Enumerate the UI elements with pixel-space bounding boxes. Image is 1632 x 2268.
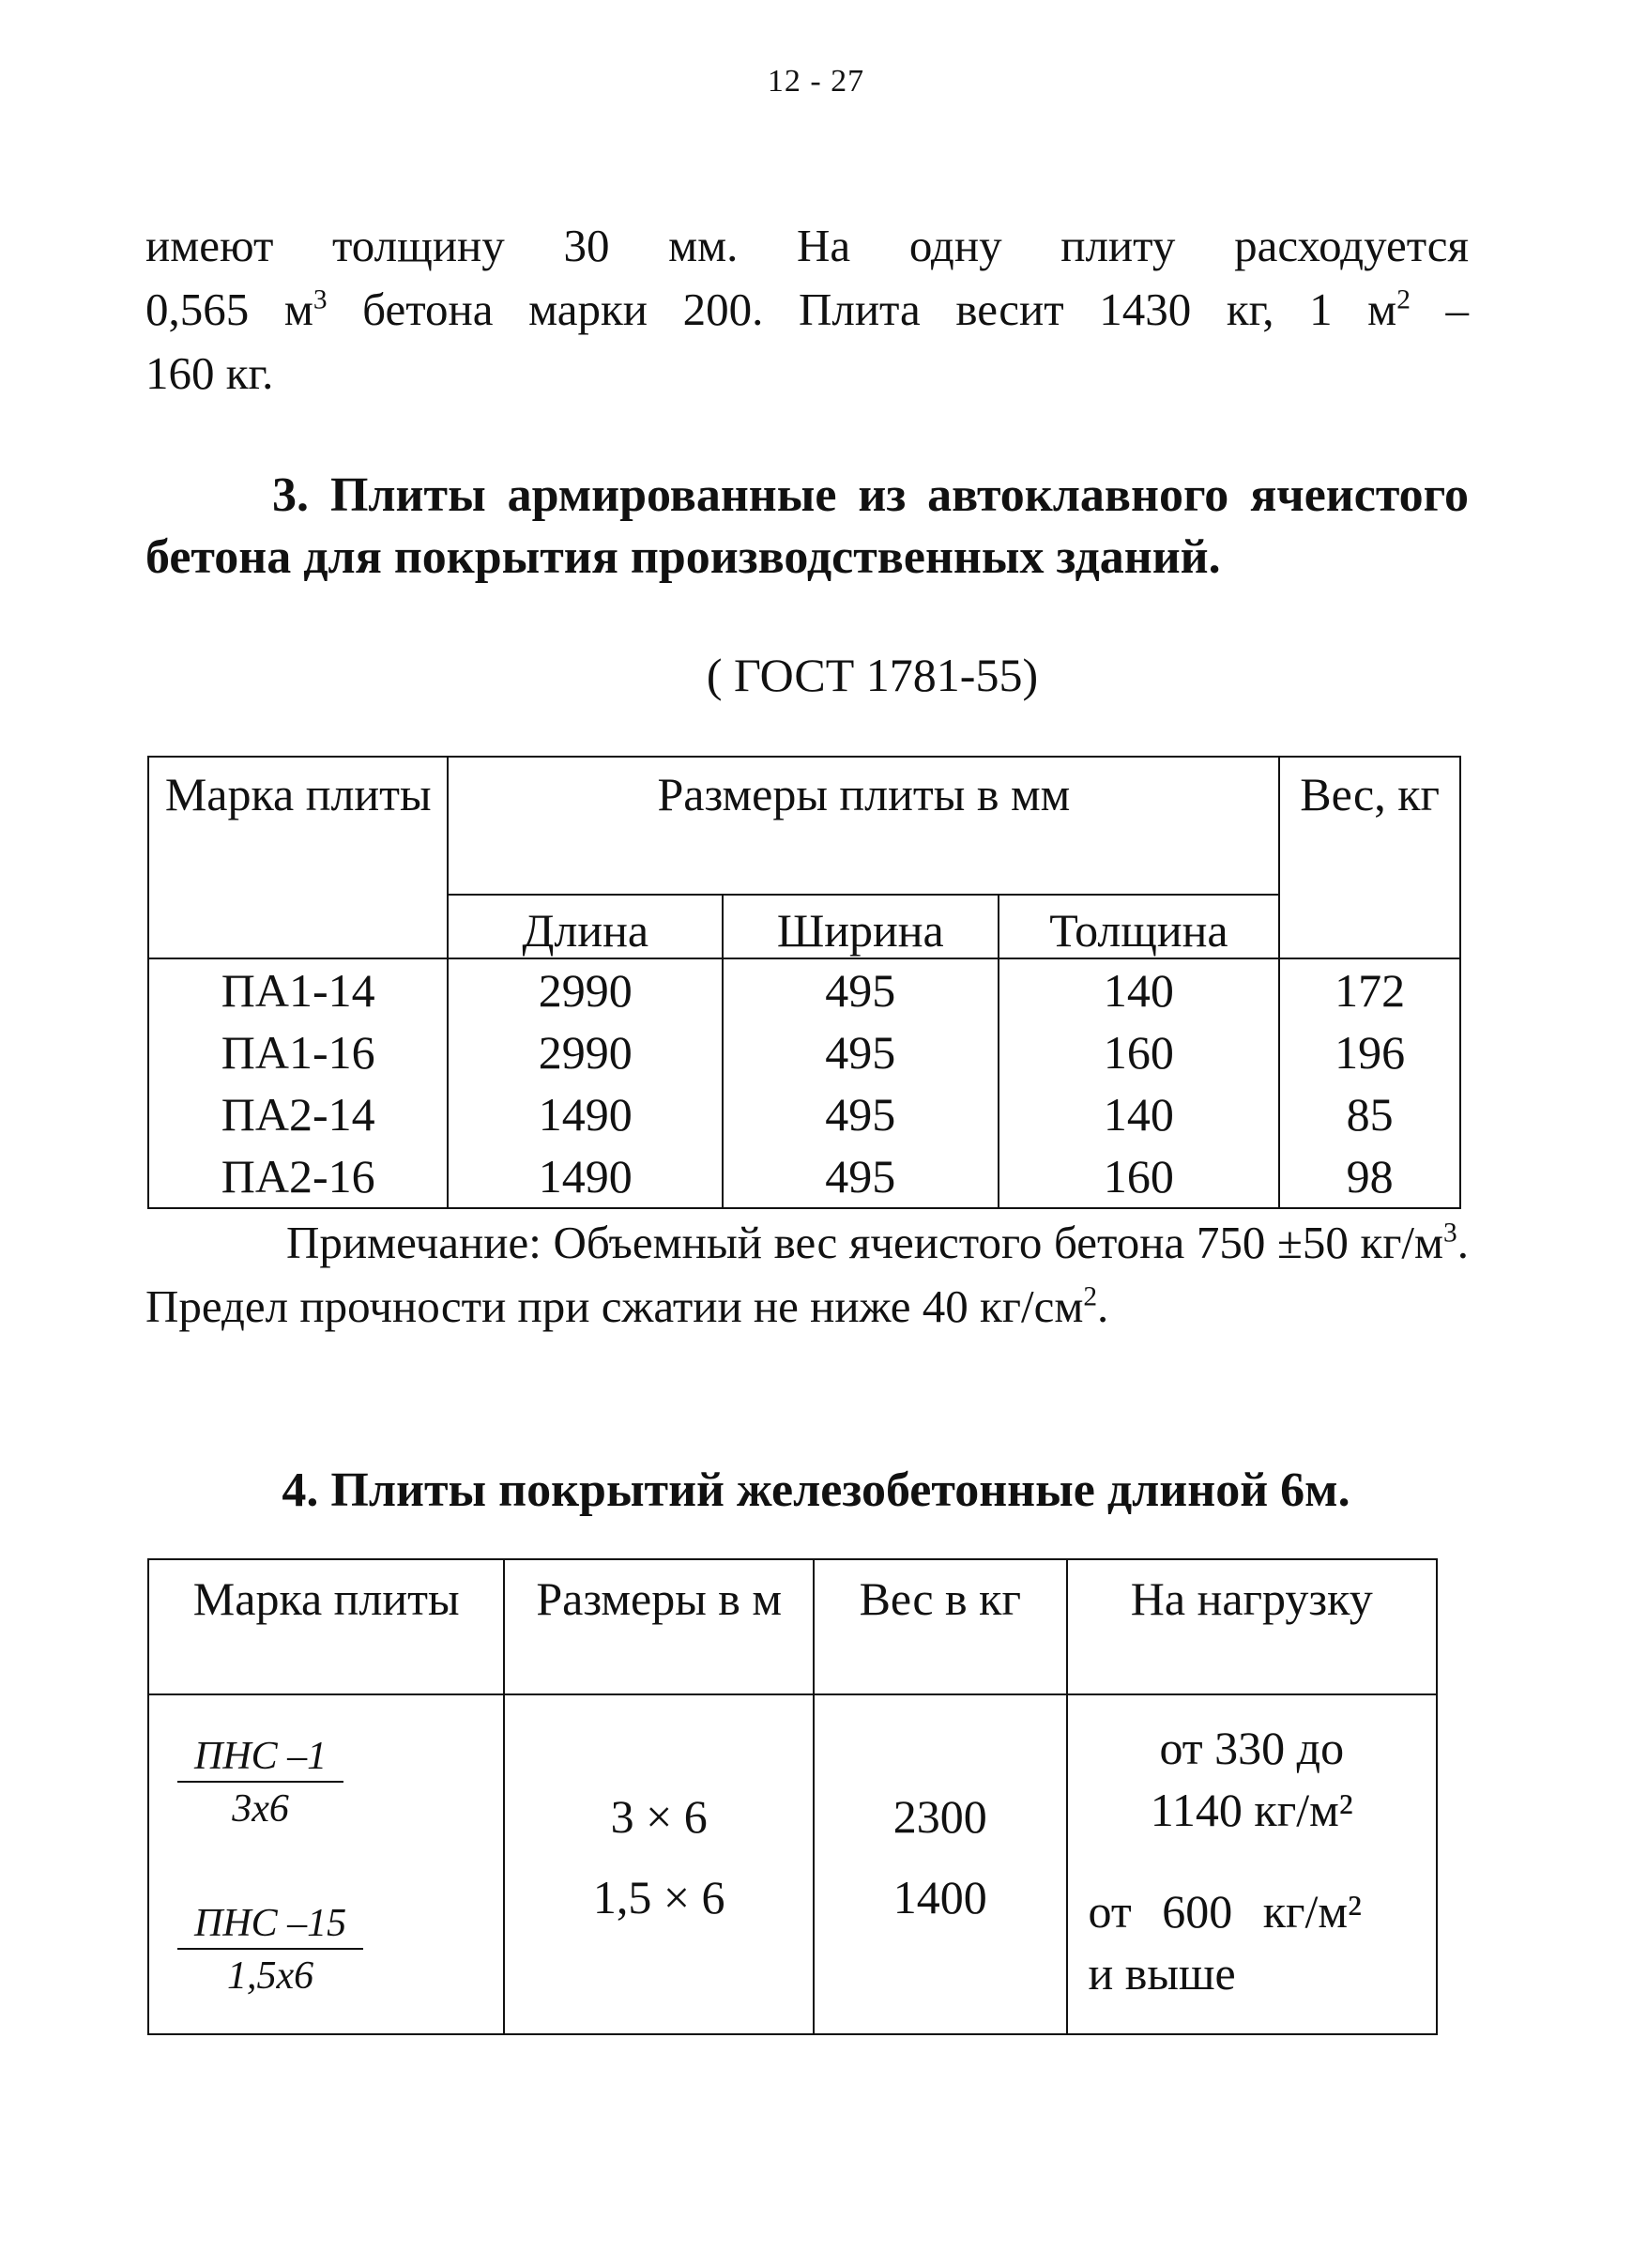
slab-table-6m	[147, 1558, 1438, 2035]
cell-length: 2990	[448, 958, 723, 1021]
col-header-weight: Вес в кг	[814, 1559, 1067, 1694]
cell-length: 1490	[448, 1083, 723, 1145]
mark-numerator: ПНС –15	[177, 1901, 363, 1950]
slab-table-gost	[147, 756, 1461, 1209]
cell-weight-stack	[814, 1694, 1067, 2034]
mark-fraction	[177, 1901, 363, 1999]
section-4-heading: 4. Плиты покрытий железобетонные длиной 6м.	[282, 1463, 1350, 1517]
cell-load-stack	[1067, 1694, 1437, 2034]
load-line: и выше	[1088, 1947, 1236, 2000]
note-text: .	[1097, 1280, 1109, 1332]
cell-weight: 196	[1279, 1021, 1460, 1083]
col-header-length: Длина	[448, 895, 723, 958]
cell-length: 1490	[448, 1145, 723, 1208]
cell-mark: ПА2-16	[148, 1145, 448, 1208]
intro-text: бетона марки 200. Плита весит 1430 кг, 1 м	[327, 284, 1397, 335]
intro-line-1: имеют толщину 30 мм. На одну плиту расходуется	[145, 220, 1469, 271]
superscript: 3	[1443, 1218, 1457, 1249]
cell-weight: 172	[1279, 958, 1460, 1021]
mark-fraction	[177, 1734, 343, 1831]
cell-thickness: 160	[999, 1021, 1280, 1083]
cell-load	[1068, 1695, 1436, 1862]
note-text: . Предел прочности при сжатии не ниже 40 кг/см	[145, 1217, 1469, 1332]
mark-numerator: ПНС –1	[177, 1734, 343, 1783]
load-line: от 600 кг/м²	[1088, 1885, 1363, 1938]
table-row	[148, 1021, 1460, 1083]
mark-denominator: 3x6	[232, 1787, 289, 1831]
cell-mark-stack	[148, 1694, 504, 2034]
col-header-mark: Марка плиты	[148, 757, 448, 958]
col-header-mark: Марка плиты	[148, 1559, 504, 1694]
superscript: 2	[1396, 284, 1411, 315]
col-header-sizes: Размеры в м	[504, 1559, 814, 1694]
section-3-heading	[145, 465, 1469, 589]
table-row	[148, 958, 1460, 1021]
intro-line-3: 160 кг.	[145, 347, 274, 399]
col-header-sizes: Размеры плиты в мм	[448, 757, 1279, 895]
page-number: 12 - 27	[767, 64, 865, 99]
cell-width: 495	[723, 1021, 999, 1083]
cell-length: 2990	[448, 1021, 723, 1083]
table-row	[148, 1694, 1437, 2034]
intro-text: –	[1410, 284, 1469, 335]
cell-mark: ПА1-14	[148, 958, 448, 1021]
cell-size-stack	[504, 1694, 814, 2034]
cell-load	[1068, 1862, 1436, 2022]
cell-thickness: 140	[999, 1083, 1280, 1145]
cell-size: 3 × 6	[610, 1790, 708, 1843]
cell-weight: 98	[1279, 1145, 1460, 1208]
cell-weight: 1400	[892, 1871, 987, 1923]
col-header-width: Ширина	[723, 895, 999, 958]
col-header-thickness: Толщина	[999, 895, 1280, 958]
cell-thickness: 140	[999, 958, 1280, 1021]
cell-mark: ПА2-14	[148, 1083, 448, 1145]
mark-denominator: 1,5x6	[227, 1954, 314, 1998]
cell-weight: 2300	[892, 1790, 987, 1843]
intro-paragraph	[145, 214, 1469, 406]
cell-weight: 85	[1279, 1083, 1460, 1145]
cell-mark: ПА1-16	[148, 1021, 448, 1083]
cell-width: 495	[723, 1145, 999, 1208]
cell-width: 495	[723, 958, 999, 1021]
load-line: от 330 до	[1159, 1722, 1345, 1774]
intro-line-2	[145, 278, 1469, 342]
section-3-heading-text: 3. Плиты армированные из автоклавного ячеистого бетона для покрытия производственных зданий.	[145, 468, 1469, 584]
table-note	[145, 1211, 1469, 1339]
table-row	[148, 1145, 1460, 1208]
table-row	[148, 1083, 1460, 1145]
superscript: 3	[313, 284, 328, 315]
note-text: Примечание: Объемный вес ячеистого бетона 750 ±50 кг/м	[286, 1217, 1444, 1268]
superscript: 2	[1083, 1281, 1098, 1312]
col-header-load: На нагрузку	[1067, 1559, 1437, 1694]
intro-text: 0,565 м	[145, 284, 313, 335]
cell-width: 495	[723, 1083, 999, 1145]
gost-reference: ( ГОСТ 1781-55)	[706, 649, 1039, 701]
cell-thickness: 160	[999, 1145, 1280, 1208]
load-line: 1140 кг/м²	[1150, 1784, 1353, 1836]
col-header-weight: Вес, кг	[1279, 757, 1460, 958]
cell-size: 1,5 × 6	[592, 1871, 725, 1923]
